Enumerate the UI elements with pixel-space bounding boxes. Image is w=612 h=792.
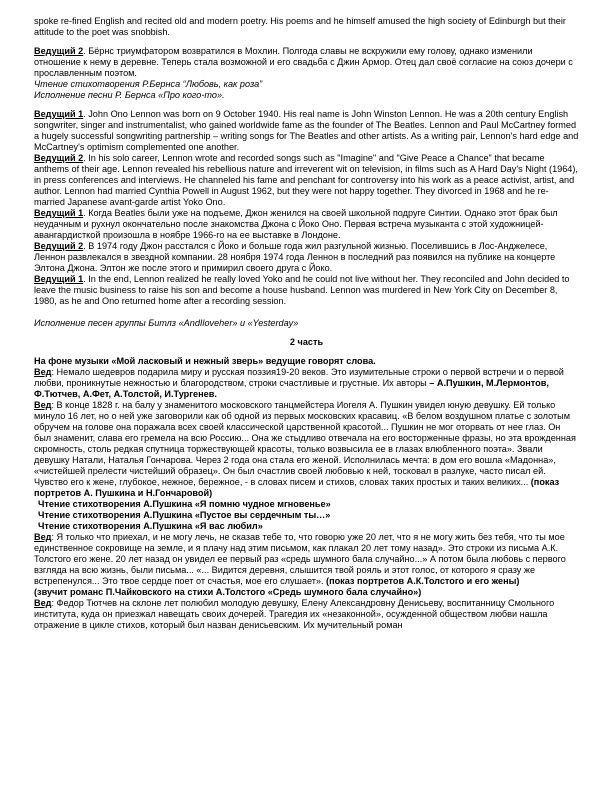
paragraph-russian-poetry <box>34 367 579 400</box>
stage-note-romance: (звучит романс П.Чайковского на стихи А.Толстого «Средь шумного бала случайно») <box>34 587 422 597</box>
paragraph-edinburgh: spoke re-fined English and recited old and modern poetry. His poems and he himself amused the high society of Edinburgh but their attitude to the poet was snobbish. <box>34 16 566 37</box>
stage-note-reading-1: Чтение стихотворения А.Пушкина «Я помню чудное мгновенье» <box>38 499 331 509</box>
paragraph-tolstoy <box>34 532 579 587</box>
stage-note-beatles-songs: Исполнение песен группы Битлз «AndIloveher» и «Yesterday» <box>34 318 299 328</box>
speaker-label: Вед <box>34 367 52 377</box>
paragraph-lennon-born <box>34 109 579 153</box>
speaker-label: Ведущий 2 <box>34 46 84 56</box>
stage-note-song-burns: Исполнение песни Р. Бернса «Про кого-то». <box>34 90 225 100</box>
paragraph-text: . Бёрнс триумфатором возвратился в Мохлин. Полгода славы не вскружили ему голову, однако изменили отношение к нему в деревне. Теперь стала возможной и его свадьба с Джин Армор. Отец дал своё согласие на союз дочери с прославленным поэтом. <box>34 46 573 78</box>
paragraph-text: . Когда Beatles были уже на подъеме, Джон женился на своей школьной подруге Синтии. Однако этот брак был неудачным и рухнул окончательно после знакомства Джона с Йоко Оно. Первая встреча музыканта с этой художницей-авангардисткой произошла в ноябре 1966-го на ее выставке в Лондоне. <box>34 208 558 240</box>
paragraph-lennon-end <box>34 274 579 307</box>
speaker-label: Ведущий 1 <box>34 208 84 218</box>
paragraph-lennon-solo <box>34 153 579 208</box>
paragraph-text: : Немало шедевров подарила миру и русская поэзия19-20 веков. Это изумительные строки о первой встречи и о первой любви, проникнутые нежностью и благородством, строки счастливые и грустные. Их авторы <box>34 367 564 388</box>
paragraph-burns-return <box>34 46 579 79</box>
speaker-label: Ведущий 2 <box>34 241 84 251</box>
speaker-label: Вед <box>34 400 52 410</box>
stage-note-reading-rose: Чтение стихотворения Р.Бернса “Любовь, как роза” <box>34 79 263 89</box>
speaker-label: Ведущий 2 <box>34 153 84 163</box>
document-page <box>34 16 579 631</box>
stage-note-reading-3: Чтение стихотворения А.Пушкина «Я вас любил» <box>38 521 263 531</box>
stage-note-portraits-tolstoy: (показ портретов А.К.Толстого и его жены) <box>323 576 520 586</box>
authors-list: – А.Пушкин, М.Лермонтов, Ф.Тютчев, А.Фет, А.Толстой, И.Тургенев. <box>34 378 549 399</box>
stage-note-reading-2: Чтение стихотворения А.Пушкина «Пустое вы сердечным ты…» <box>38 510 331 520</box>
paragraph-lennon-cynthia <box>34 208 579 241</box>
paragraph-text: . В 1974 году Джон расстался с Йоко и больше года жил разгульной жизнью. Поселившись в Лос-Анджелесе, Леннон развлекался в звездной компании. 28 ноября 1974 года Леннон в последний раз появился на публике на концерте Элтона Джона. Элтон же после этого и примирил своего друга с Йоко. <box>34 241 556 273</box>
stage-note-portraits-pushkin: (показ портретов А. Пушкина и Н.Гончаровой) <box>34 477 560 498</box>
paragraph-pushkin <box>34 400 579 499</box>
part-heading: 2 часть <box>289 337 324 347</box>
speaker-label: Ведущий 1 <box>34 109 84 119</box>
paragraph-text: : В конце 1828 г. на балу у знаменитого московского танцмейстера Иогеля А. Пушкин увидел юную девушку. Ей только минуло 16 лет, но о ней уже заговорили как об одной из первых московских красавиц. «В белом воздушном платье с золотым обручем на голове она поражала всех своей классической царственной красотой... Пушкин не мог оторвать от нее глаз. Он был знаменит, слава его гремела на всю Россию... Она же стыдливо отвечала на его восторженные фразы, но эта врожденная скромность, столь редкая спутница торжествующей красоты, только возвысила ее в глазах влюбленного поэта». Звали девушку Натали, Наталья Гончарова. Через 2 года она стала его женой. Исполнилась мечта: в дом его вошла «Мадонна», «чистейшей прелести чистейший образец». Он был счастлив своей любовью к ней, тосковал в разлуке, часто писал ей. Чувство его к жене, глубокое, нежное, бережное, - в словах писем и стихов, словах таких простых и таких великих... <box>34 400 576 487</box>
paragraph-lennon-1974 <box>34 241 579 274</box>
paragraph-text: : Федор Тютчев на склоне лет полюбил молодую девушку, Елену Александровну Денисьеву, воспитанницу Смольного института, куда он приезжал навещать своих дочерей. Трагедия их «незаконной», осужденной обществом любви нашла отражение в цикле стихов, который был назван денисьевским. Их мучительный роман <box>34 598 555 630</box>
speaker-label: Ведущий 1 <box>34 274 84 284</box>
speaker-label: Вед <box>34 598 52 608</box>
paragraph-tyutchev <box>34 598 579 631</box>
speaker-label: Вед <box>34 532 52 542</box>
paragraph-text: . In his solo career, Lennon wrote and recorded songs such as "Imagine" and "Give Peace a Chance" that became anthems of their age. Lennon revealed his rebellious nature and irreverent wit on television, in films such as A Hard Day's Night (1964), in press conferences and interviews. He channeled his fame and penchant for controversy into his work as a peace activist, artist, and author. Lennon had married Cynthia Powell in August 1962, but they were not happy together. They divorced in 1968 and he re-married Japanese avant-garde artist Yoko Ono. <box>34 153 578 207</box>
paragraph-music-background: На фоне музыки «Мой ласковый и нежный зверь» ведущие говорят слова. <box>34 356 376 366</box>
paragraph-text: . John Ono Lennon was born on 9 October 1940. His real name is John Winston Lennon. He was a 20th century English songwriter, singer and instrumentalist, who gained worldwide fame as the founder of The Beatles. Lennon and Paul McCartney formed a hugely successful songwriting partnership – writing songs for The Beatles and other artists. As a writing pair, Lennon's hard edge and McCartney's optimism complemented one another. <box>34 109 579 152</box>
paragraph-text: : Я только что приехал, и не могу лечь, не сказав тебе то, что говорю уже 20 лет, что я не могу жить без тебя, что ты мое единственное сокровище на земле, и я плачу над этим письмом, как плакал 20 лет тому назад». Это строки из письма А.К. Толстого его жене. 20 лет назад он увидел ее первый раз «средь шумного бала случайно...» А потом была любовь с первого взгляда на всю жизнь, были письма... «... Видится деревня, слышится твой рояль и этот голос, от которого я сразу же встрепенулся... Это твое сердце поет от счастья, мое его слушает». <box>34 532 566 586</box>
paragraph-text: . In the end, Lennon realized he really loved Yoko and he could not live without her. They reconciled and John decided to leave the music business to raise his son and become a house husband. Lennon was murdered in New York City on December 8, 1980, as he and Ono returned home after a recording session. <box>34 274 570 306</box>
